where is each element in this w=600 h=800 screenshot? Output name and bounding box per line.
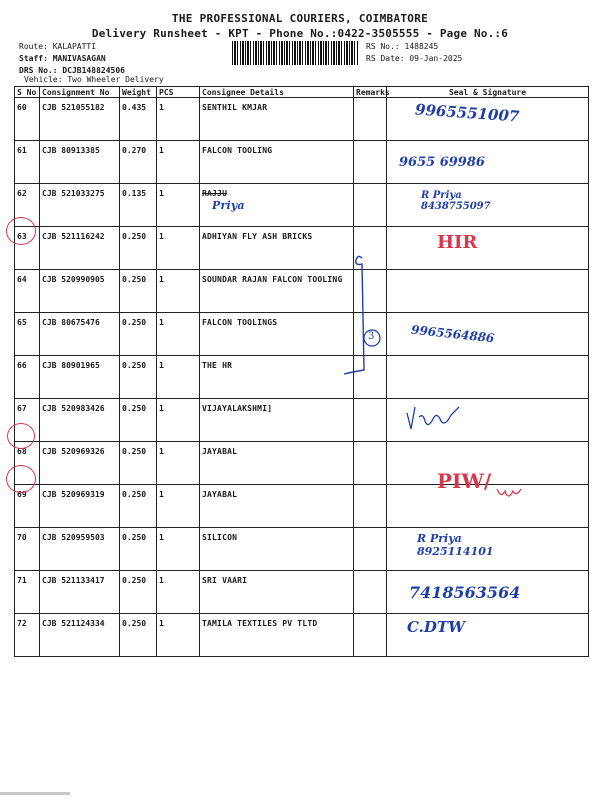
col-signature: Seal & Signature xyxy=(387,87,589,98)
circled-row-mark-68 xyxy=(7,423,35,449)
row-consignee: ADHIYAN FLY ASH BRICKS xyxy=(200,227,354,270)
row-signature xyxy=(387,270,589,313)
row-sno: 61 xyxy=(15,141,40,184)
row-consignment: CJB 80913385 xyxy=(40,141,120,184)
row-sno: 60 xyxy=(15,98,40,141)
row-pcs: 1 xyxy=(157,227,200,270)
row-consignee xyxy=(200,184,354,227)
table-row xyxy=(15,614,589,657)
row-remarks xyxy=(354,399,387,442)
table-row xyxy=(15,356,589,399)
row-sno: 71 xyxy=(15,571,40,614)
rs-date: RS Date: 09-Jan-2025 xyxy=(366,54,463,63)
handwritten-signature: 9965564886 xyxy=(410,322,496,346)
row-signature xyxy=(387,313,589,356)
row-remarks xyxy=(354,571,387,614)
row-signature xyxy=(387,184,589,227)
annotation-number: 3 xyxy=(368,331,375,342)
table-row xyxy=(15,184,589,227)
table-row xyxy=(15,98,589,141)
row-weight: 0.250 xyxy=(120,485,157,528)
table-row xyxy=(15,485,589,528)
row-consignee: JAYABAL xyxy=(200,485,354,528)
row-signature xyxy=(387,528,589,571)
staff-label: Staff: MANIVASAGAN xyxy=(19,54,106,63)
row-consignment: CJB 520969326 xyxy=(40,442,120,485)
row-weight: 0.135 xyxy=(120,184,157,227)
scan-smudge xyxy=(0,792,70,795)
handwritten-signature: 7418563564 xyxy=(409,583,521,602)
table-row xyxy=(15,270,589,313)
drs-number: DRS No.: DCJB148824506 xyxy=(19,66,125,75)
row-pcs: 1 xyxy=(157,442,200,485)
col-weight: Weight xyxy=(120,87,157,98)
row-pcs: 1 xyxy=(157,270,200,313)
struck-consignee-name: RAJJU xyxy=(202,189,228,198)
row-sno: 70 xyxy=(15,528,40,571)
runsheet-table xyxy=(14,86,589,657)
row-pcs: 1 xyxy=(157,485,200,528)
row-sno: 65 xyxy=(15,313,40,356)
document-title: THE PROFESSIONAL COURIERS, COIMBATORE xyxy=(171,12,429,25)
row-consignment: CJB 521133417 xyxy=(40,571,120,614)
row-remarks xyxy=(354,141,387,184)
row-signature xyxy=(387,98,589,141)
circled-row-mark-69 xyxy=(6,465,36,493)
row-pcs: 1 xyxy=(157,313,200,356)
row-sno: 66 xyxy=(15,356,40,399)
row-signature xyxy=(387,571,589,614)
table-row xyxy=(15,227,589,270)
handwritten-note: Priya xyxy=(212,199,245,212)
table-row xyxy=(15,141,589,184)
table-row xyxy=(15,571,589,614)
row-weight: 0.435 xyxy=(120,98,157,141)
row-consignment: CJB 520983426 xyxy=(40,399,120,442)
row-weight: 0.270 xyxy=(120,141,157,184)
row-weight: 0.250 xyxy=(120,313,157,356)
row-consignee: SILICON xyxy=(200,528,354,571)
table-row xyxy=(15,313,589,356)
row-pcs: 1 xyxy=(157,571,200,614)
row-consignment: CJB 521055182 xyxy=(40,98,120,141)
col-consignee: Consignee Details xyxy=(200,87,354,98)
row-sno: 63 xyxy=(15,227,40,270)
row-consignee: VIJAYALAKSHMI] xyxy=(200,399,354,442)
table-row xyxy=(15,528,589,571)
handwritten-signature: R Priya 8925114101 xyxy=(417,532,494,558)
row-consignment: CJB 80901965 xyxy=(40,356,120,399)
handwritten-signature: C.DTW xyxy=(407,618,465,636)
row-signature xyxy=(387,614,589,657)
handwritten-bracket-mark xyxy=(340,250,385,385)
row-remarks xyxy=(354,528,387,571)
row-weight: 0.250 xyxy=(120,227,157,270)
col-consignment: Consignment No xyxy=(40,87,120,98)
handwritten-scribble xyxy=(495,485,525,505)
document-subtitle: Delivery Runsheet - KPT - Phone No.:0422-3505555 - Page No.:6 xyxy=(91,27,509,40)
table-row xyxy=(15,442,589,485)
row-weight: 0.250 xyxy=(120,399,157,442)
row-weight: 0.250 xyxy=(120,528,157,571)
row-consignee: JAYABAL xyxy=(200,442,354,485)
col-remarks: Remarks xyxy=(354,87,387,98)
handwritten-signature: 9965551007 xyxy=(414,100,520,126)
vehicle-label: Vehicle: Two Wheeler Delivery xyxy=(24,75,164,84)
row-remarks xyxy=(354,485,387,528)
row-pcs: 1 xyxy=(157,184,200,227)
row-pcs: 1 xyxy=(157,98,200,141)
row-signature xyxy=(387,227,589,270)
row-consignee: THE HR xyxy=(200,356,354,399)
table-row xyxy=(15,399,589,442)
row-pcs: 1 xyxy=(157,528,200,571)
row-signature xyxy=(387,399,589,442)
row-pcs: 1 xyxy=(157,356,200,399)
row-weight: 0.250 xyxy=(120,356,157,399)
row-signature xyxy=(387,141,589,184)
handwritten-signature: 9655 69986 xyxy=(399,155,485,170)
row-consignee: SOUNDAR RAJAN FALCON TOOLING xyxy=(200,270,354,313)
row-consignment: CJB 521124334 xyxy=(40,614,120,657)
row-signature xyxy=(387,469,589,528)
handwritten-signature: HIR xyxy=(437,232,478,253)
row-consignment: CJB 521033275 xyxy=(40,184,120,227)
row-sno: 64 xyxy=(15,270,40,313)
row-consignee: FALCON TOOLING xyxy=(200,141,354,184)
row-consignment: CJB 520959503 xyxy=(40,528,120,571)
row-consignee: FALCON TOOLINGS xyxy=(200,313,354,356)
table-header-row xyxy=(15,87,589,98)
row-consignment: CJB 80675476 xyxy=(40,313,120,356)
handwritten-signature: PIW/ xyxy=(437,469,492,493)
col-pcs: PCS xyxy=(157,87,200,98)
row-consignment: CJB 520969319 xyxy=(40,485,120,528)
row-weight: 0.250 xyxy=(120,442,157,485)
row-remarks xyxy=(354,98,387,141)
row-consignee: TAMILA TEXTILES PV TLTD xyxy=(200,614,354,657)
row-weight: 0.250 xyxy=(120,571,157,614)
row-consignment: CJB 520990905 xyxy=(40,270,120,313)
handwritten-scribble xyxy=(403,403,473,433)
row-remarks xyxy=(354,614,387,657)
row-consignee: SRI VAARI xyxy=(200,571,354,614)
barcode xyxy=(232,41,359,65)
row-sno: 69 xyxy=(15,485,40,528)
row-pcs: 1 xyxy=(157,614,200,657)
row-signature xyxy=(387,356,589,399)
row-sno: 67 xyxy=(15,399,40,442)
row-weight: 0.250 xyxy=(120,270,157,313)
row-sno: 68 xyxy=(15,442,40,485)
row-consignee: SENTHIL KMJAR xyxy=(200,98,354,141)
row-consignment: CJB 521116242 xyxy=(40,227,120,270)
row-weight: 0.250 xyxy=(120,614,157,657)
col-sno: S No xyxy=(15,87,40,98)
circled-row-mark-63 xyxy=(6,217,36,245)
row-remarks xyxy=(354,184,387,227)
row-remarks xyxy=(354,442,387,485)
row-pcs: 1 xyxy=(157,399,200,442)
handwritten-signature: R Priya 8438755097 xyxy=(421,190,491,212)
route-label: Route: KALAPATTI xyxy=(19,42,97,51)
row-sno: 72 xyxy=(15,614,40,657)
rs-number: RS No.: 1488245 xyxy=(366,42,439,51)
row-sno: 62 xyxy=(15,184,40,227)
row-pcs: 1 xyxy=(157,141,200,184)
